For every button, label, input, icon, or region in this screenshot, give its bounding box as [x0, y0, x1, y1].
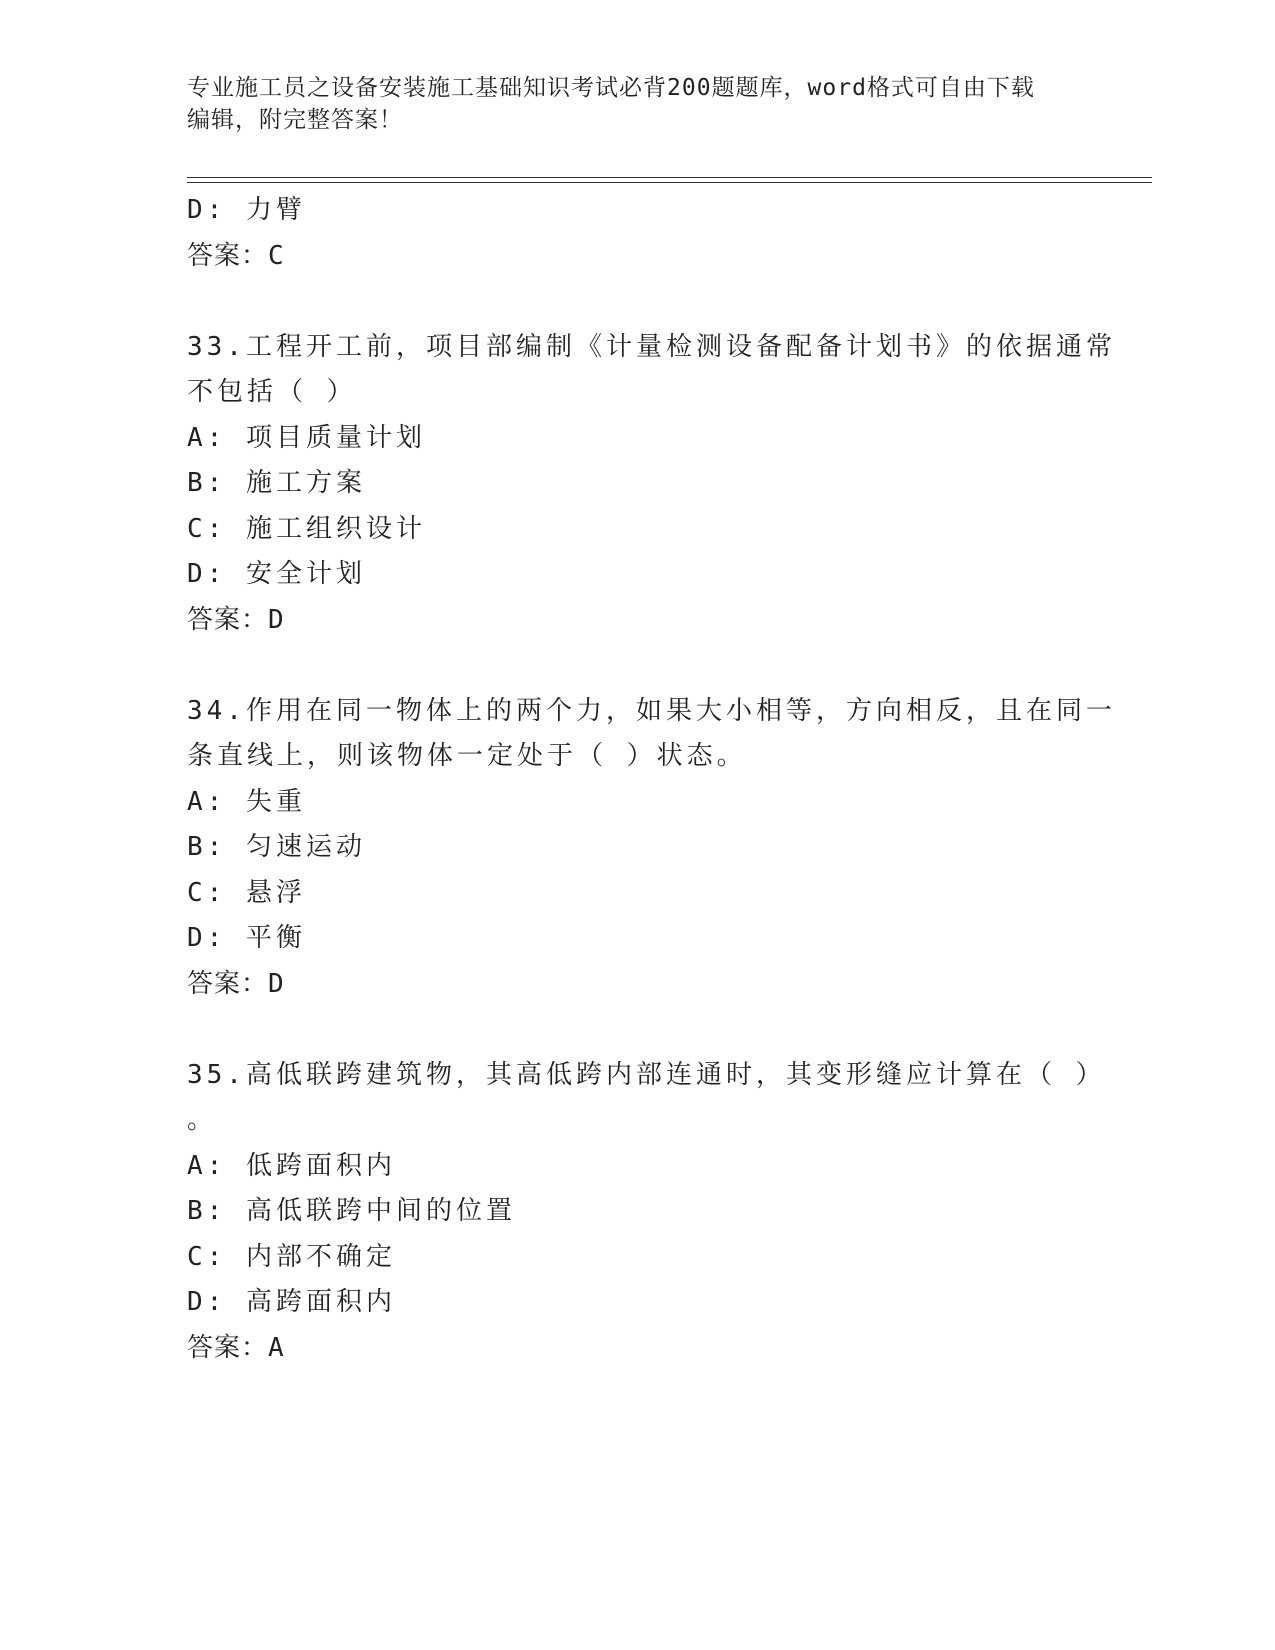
question-text-line-1: 33.工程开工前，项目部编制《计量检测设备配备计划书》的依据通常 — [187, 331, 1116, 362]
option-d: D: 高跨面积内 — [187, 1287, 396, 1317]
question-list — [187, 188, 1116, 1371]
document-header — [187, 72, 1087, 136]
question-text-line-1: 35.高低联跨建筑物，其高低跨内部连通时，其变形缝应计算在（ ） — [187, 1059, 1106, 1090]
question-35 — [187, 1053, 1106, 1372]
option-b: B: 高低联跨中间的位置 — [187, 1196, 516, 1226]
header-divider-top — [187, 177, 1152, 178]
option-a: A: 低跨面积内 — [187, 1150, 396, 1181]
spacer — [187, 643, 1087, 689]
header-divider-bottom — [187, 182, 1152, 183]
question-text-line-2: 不包括（ ） — [187, 377, 357, 407]
question-text-line-1: 34.作用在同一物体上的两个力，如果大小相等，方向相反，且在同一 — [187, 695, 1116, 726]
answer: 答案：A — [187, 1332, 285, 1363]
option-d: D: 安全计划 — [187, 559, 366, 589]
question-text-line-2: 。 — [187, 1105, 218, 1135]
option-d: D: 平衡 — [187, 923, 306, 953]
prev-answer: 答案：C — [187, 240, 285, 271]
spacer — [187, 279, 1087, 325]
prev-option-d: D: 力臂 — [187, 195, 306, 225]
spacer — [187, 1007, 1087, 1053]
option-a: A: 项目质量计划 — [187, 422, 426, 453]
answer: 答案：D — [187, 968, 285, 999]
header-line-2: 编辑，附完整答案！ — [187, 107, 403, 133]
answer: 答案：D — [187, 604, 285, 635]
question-34 — [187, 689, 1116, 1008]
question-33 — [187, 325, 1116, 644]
option-b: B: 施工方案 — [187, 468, 366, 498]
option-b: B: 匀速运动 — [187, 832, 366, 862]
option-c: C: 悬浮 — [187, 877, 306, 908]
question-text-line-2: 条直线上，则该物体一定处于（ ）状态。 — [187, 741, 747, 771]
option-c: C: 施工组织设计 — [187, 513, 426, 544]
header-line-1: 专业施工员之设备安装施工基础知识考试必背200题题库，word格式可自由下载 — [187, 75, 1035, 101]
option-c: C: 内部不确定 — [187, 1241, 396, 1272]
option-a: A: 失重 — [187, 786, 306, 817]
